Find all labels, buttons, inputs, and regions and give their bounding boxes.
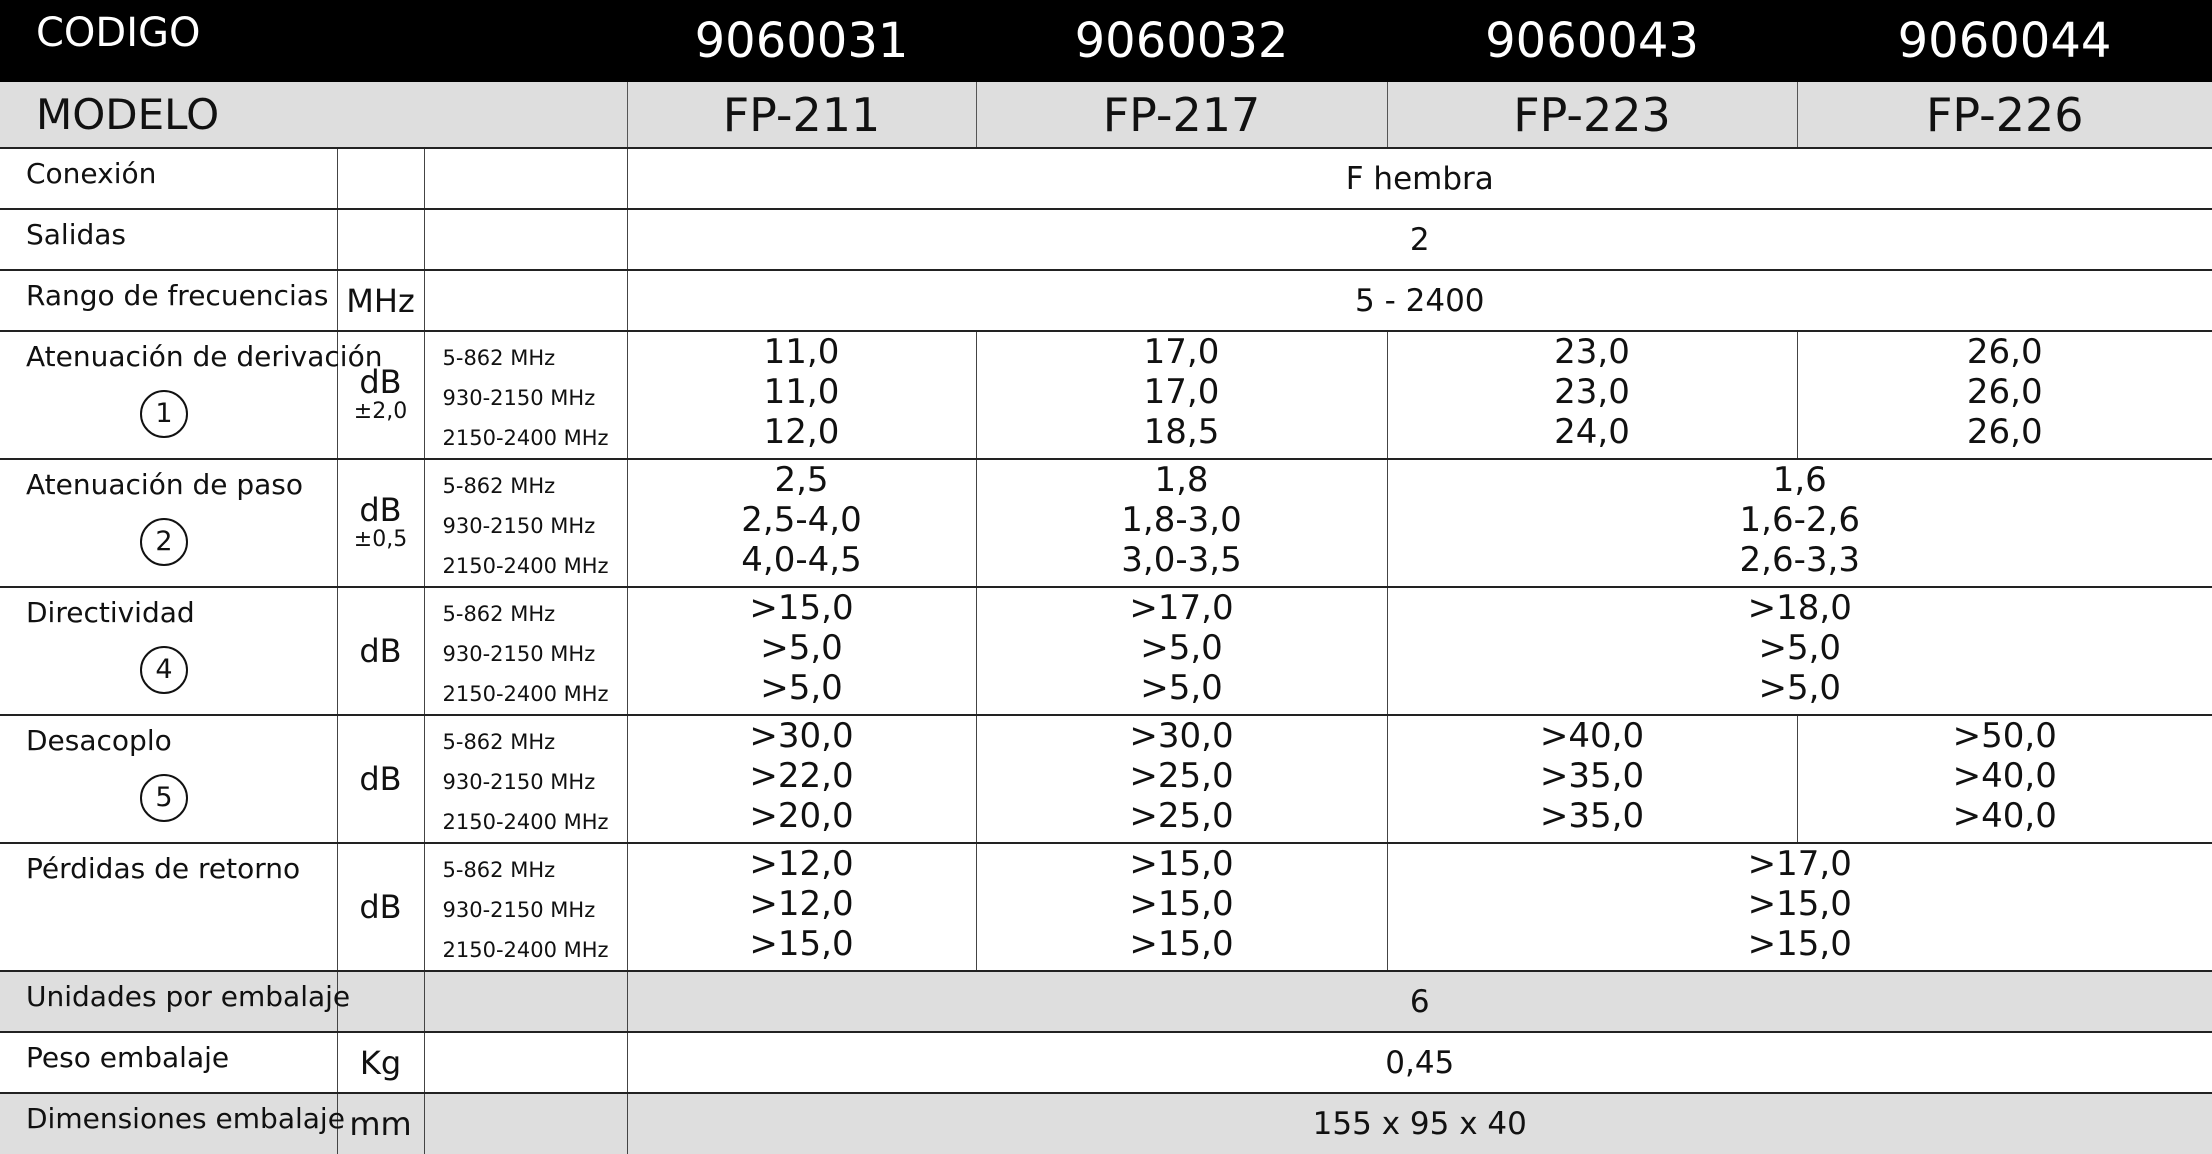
- values-fp211: [627, 459, 976, 587]
- value: >5,0: [1758, 628, 1842, 668]
- unit-cell: Kg: [337, 1032, 424, 1093]
- freq-band: 5-862 MHz: [442, 346, 556, 370]
- ref-circle-icon: 5: [140, 774, 188, 822]
- blank-cell: [424, 148, 627, 209]
- value: 1,8-3,0: [1121, 500, 1242, 540]
- values-fp217: [976, 459, 1387, 587]
- unit-cell: dB: [337, 587, 424, 715]
- row-label: Salidas: [0, 209, 337, 270]
- unit-text: dB: [359, 491, 402, 529]
- unit-cell: dB: [337, 715, 424, 843]
- values-fp211: [627, 843, 976, 971]
- row-label: Peso embalaje: [0, 1032, 337, 1093]
- freq-bands: [424, 459, 627, 587]
- freq-band: 2150-2400 MHz: [442, 682, 609, 706]
- value: >20,0: [749, 796, 854, 836]
- ref-circle-icon: 4: [140, 646, 188, 694]
- salidas-row: [0, 209, 2212, 270]
- unit-text: dB: [359, 363, 402, 401]
- values-fp217: [976, 843, 1387, 971]
- modelo-row: [0, 82, 2212, 148]
- code-cell: 9060043: [1485, 13, 1699, 69]
- value: 1,8: [1154, 460, 1209, 500]
- freq-band: 2150-2400 MHz: [442, 426, 609, 450]
- freq-band: 930-2150 MHz: [442, 514, 596, 538]
- value: >5,0: [1758, 668, 1842, 708]
- unit-cell: mm: [337, 1093, 424, 1154]
- row-label: Rango de frecuencias: [0, 270, 337, 331]
- value: >17,0: [1747, 844, 1852, 884]
- value: >15,0: [1129, 844, 1234, 884]
- freq-bands: [424, 331, 627, 459]
- value: >17,0: [1129, 588, 1234, 628]
- value-cell: F hembra: [627, 148, 2212, 209]
- value: >25,0: [1129, 796, 1234, 836]
- value: 23,0: [1554, 332, 1630, 372]
- freq-band: 930-2150 MHz: [442, 770, 596, 794]
- code-cell: 9060032: [1074, 13, 1289, 69]
- peso-row: [0, 1032, 2212, 1093]
- rango-row: [0, 270, 2212, 331]
- value: 17,0: [1143, 372, 1220, 412]
- value: >15,0: [1747, 884, 1852, 924]
- freq-bands: [424, 843, 627, 971]
- row-label-text: Directividad: [26, 596, 195, 629]
- tolerance-text: ±0,5: [353, 527, 408, 552]
- value-cell: 155 x 95 x 40: [627, 1093, 2212, 1154]
- codigo-row: [0, 0, 2212, 82]
- values-fp211: [627, 587, 976, 715]
- freq-band: 5-862 MHz: [442, 474, 556, 498]
- value: >15,0: [1747, 924, 1852, 964]
- value: >25,0: [1129, 756, 1234, 796]
- value: 26,0: [1966, 332, 2043, 372]
- value: 2,5: [774, 460, 829, 500]
- freq-band: 930-2150 MHz: [442, 898, 596, 922]
- row-label: Unidades por embalaje: [0, 971, 337, 1032]
- codigo-label: CODIGO: [36, 10, 201, 56]
- values-fp223: [1387, 715, 1797, 843]
- freq-band: 930-2150 MHz: [442, 642, 596, 666]
- value: 26,0: [1966, 372, 2043, 412]
- directividad-row: [0, 587, 2212, 715]
- freq-band: 930-2150 MHz: [442, 386, 596, 410]
- row-label: Pérdidas de retorno: [0, 843, 337, 971]
- row-label-text: Atenuación de derivación: [26, 340, 383, 373]
- value: >30,0: [1129, 716, 1234, 756]
- model-cell: FP-211: [627, 82, 976, 148]
- values-fp223-226: [1387, 843, 2212, 971]
- ref-circle-icon: 2: [140, 518, 188, 566]
- value: 18,5: [1143, 412, 1220, 452]
- model-cell: FP-217: [976, 82, 1387, 148]
- values-fp211: [627, 331, 976, 459]
- freq-band: 2150-2400 MHz: [442, 810, 609, 834]
- value-cell: 0,45: [627, 1032, 2212, 1093]
- value: >15,0: [1129, 884, 1234, 924]
- value: 4,0-4,5: [741, 540, 862, 580]
- value: 17,0: [1143, 332, 1220, 372]
- unit-cell: dB: [337, 843, 424, 971]
- row-label: [0, 587, 337, 715]
- value: >15,0: [749, 588, 854, 628]
- value-cell: 2: [627, 209, 2212, 270]
- value: >35,0: [1539, 796, 1645, 836]
- row-label: [0, 459, 337, 587]
- values-fp223-226: [1387, 459, 2212, 587]
- desacoplo-row: [0, 715, 2212, 843]
- code-cell: 9060044: [1897, 13, 2112, 69]
- perdidas-row: [0, 843, 2212, 971]
- unidades-row: [0, 971, 2212, 1032]
- unit-cell: [337, 459, 424, 587]
- value: >15,0: [749, 924, 854, 964]
- value: >30,0: [749, 716, 854, 756]
- value: 11,0: [763, 332, 840, 372]
- freq-band: 2150-2400 MHz: [442, 554, 609, 578]
- value: 26,0: [1966, 412, 2043, 452]
- value-cell: 5 - 2400: [627, 270, 2212, 331]
- row-label: Conexión: [0, 148, 337, 209]
- row-label: Dimensiones embalaje: [0, 1093, 337, 1154]
- value: 11,0: [763, 372, 840, 412]
- freq-bands: [424, 587, 627, 715]
- values-fp211: [627, 715, 976, 843]
- value: 24,0: [1554, 412, 1630, 452]
- unit-cell: [337, 209, 424, 270]
- modelo-label: MODELO: [36, 90, 220, 139]
- value: >40,0: [1539, 716, 1645, 756]
- freq-band: 2150-2400 MHz: [442, 938, 609, 962]
- value: >5,0: [1140, 668, 1223, 708]
- value: >35,0: [1539, 756, 1645, 796]
- blank-cell: [424, 1093, 627, 1154]
- value: >18,0: [1747, 588, 1852, 628]
- value: 2,6-3,3: [1739, 540, 1860, 580]
- value: >15,0: [1129, 924, 1234, 964]
- value: 1,6-2,6: [1739, 500, 1860, 540]
- value: >50,0: [1952, 716, 2057, 756]
- value: 1,6: [1772, 460, 1827, 500]
- row-label-text: Desacoplo: [26, 724, 172, 757]
- value: >5,0: [760, 668, 843, 708]
- value: >12,0: [749, 884, 854, 924]
- freq-bands: [424, 715, 627, 843]
- unit-cell: MHz: [337, 270, 424, 331]
- blank-cell: [424, 1032, 627, 1093]
- ref-circle-icon: 1: [140, 390, 188, 438]
- value: 23,0: [1554, 372, 1630, 412]
- values-fp226: [1797, 715, 2212, 843]
- value: 12,0: [763, 412, 840, 452]
- dimensiones-row: [0, 1093, 2212, 1154]
- value: >40,0: [1952, 756, 2057, 796]
- aten-deriv-row: [0, 331, 2212, 459]
- aten-paso-row: [0, 459, 2212, 587]
- value: >5,0: [1140, 628, 1223, 668]
- freq-band: 5-862 MHz: [442, 730, 556, 754]
- values-fp223-226: [1387, 587, 2212, 715]
- freq-band: 5-862 MHz: [442, 858, 556, 882]
- value: >22,0: [749, 756, 854, 796]
- code-cell: 9060031: [694, 13, 909, 69]
- row-label: [0, 715, 337, 843]
- values-fp217: [976, 715, 1387, 843]
- model-cell: FP-223: [1387, 82, 1797, 148]
- value: >5,0: [760, 628, 843, 668]
- values-fp223: [1387, 331, 1797, 459]
- conexion-row: [0, 148, 2212, 209]
- value: 3,0-3,5: [1121, 540, 1242, 580]
- value: >12,0: [749, 844, 854, 884]
- value: 2,5-4,0: [741, 500, 862, 540]
- values-fp217: [976, 587, 1387, 715]
- values-fp226: [1797, 331, 2212, 459]
- model-cell: FP-226: [1797, 82, 2212, 148]
- blank-cell: [424, 971, 627, 1032]
- blank-cell: [424, 270, 627, 331]
- values-fp217: [976, 331, 1387, 459]
- unit-cell: [337, 148, 424, 209]
- tolerance-text: ±2,0: [353, 399, 408, 424]
- value-cell: 6: [627, 971, 2212, 1032]
- freq-band: 5-862 MHz: [442, 602, 556, 626]
- value: >40,0: [1952, 796, 2057, 836]
- row-label-text: Atenuación de paso: [26, 468, 304, 501]
- blank-cell: [424, 209, 627, 270]
